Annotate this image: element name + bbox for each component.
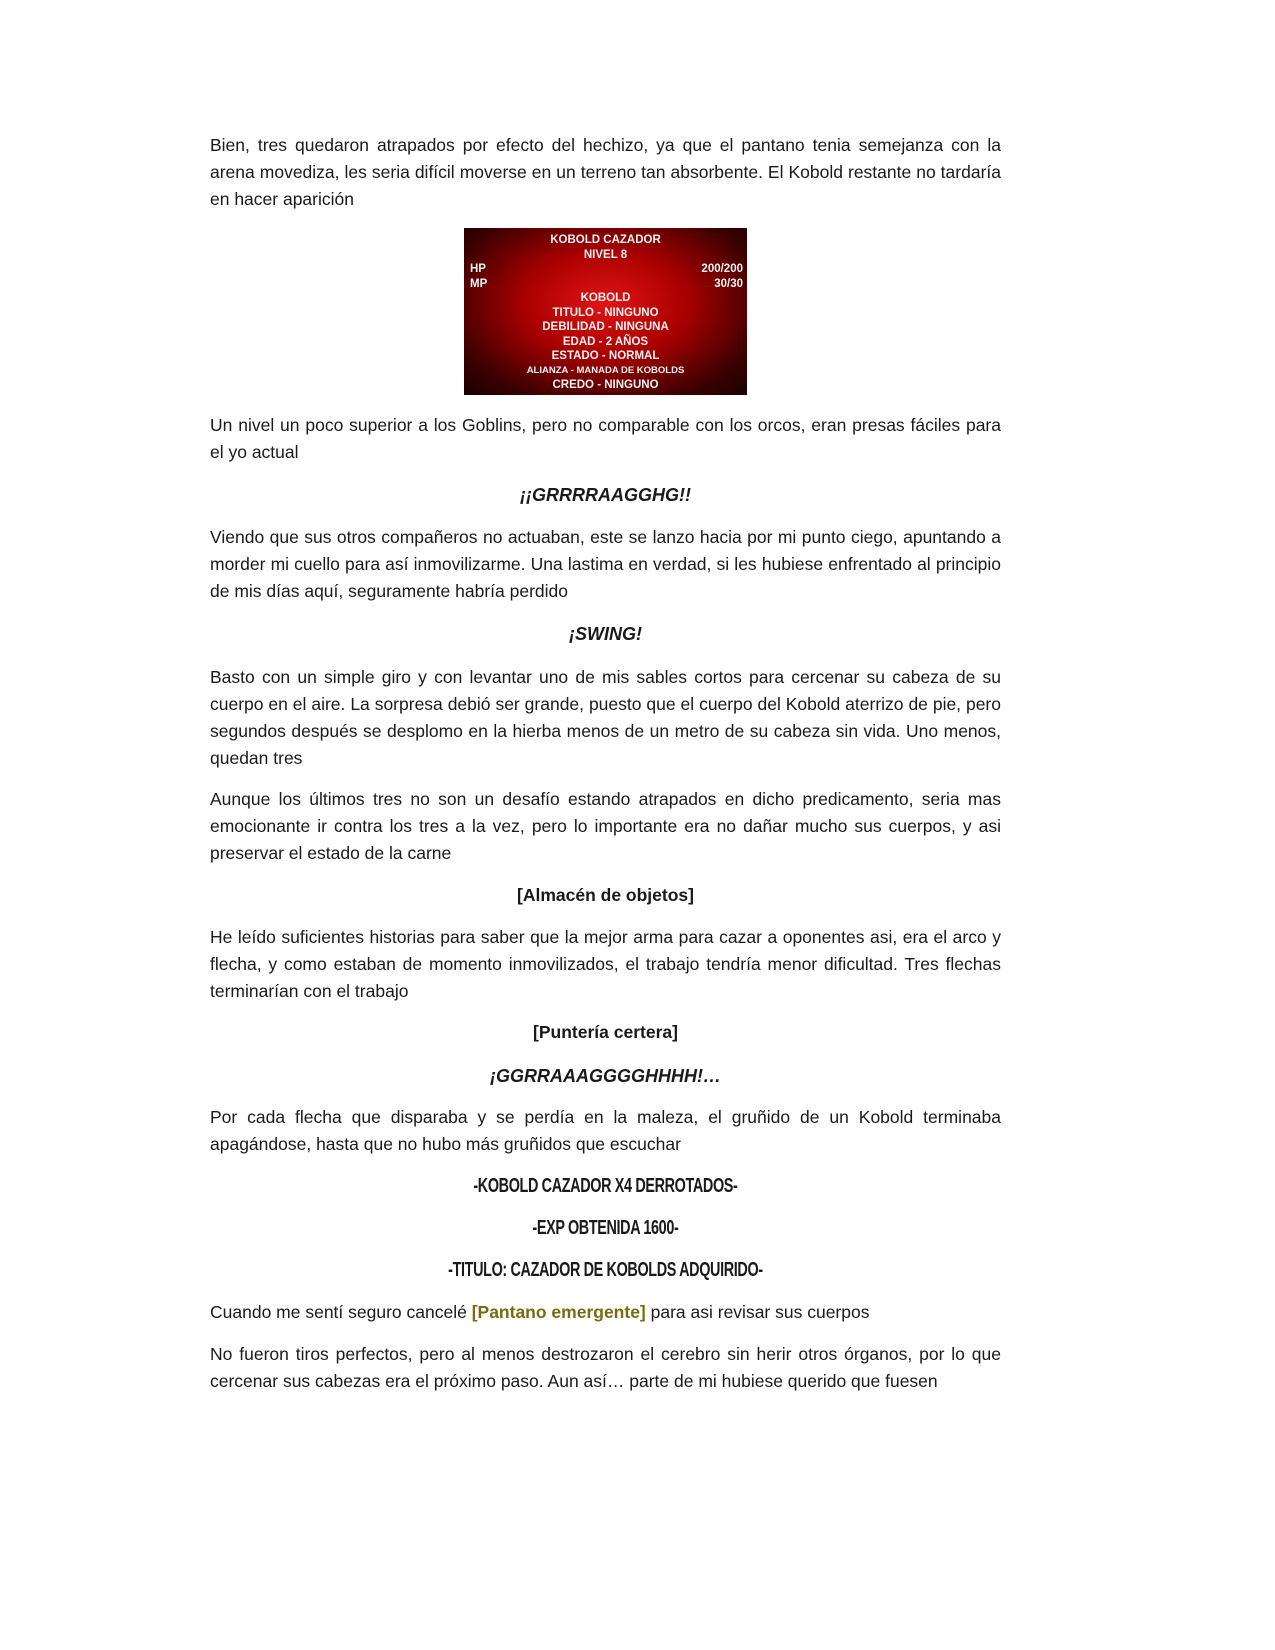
status-hp-row: [464, 262, 747, 277]
mp-value: 30/30: [714, 277, 743, 290]
system-message: [210, 1257, 1001, 1284]
hp-value: 200/200: [701, 263, 743, 275]
paragraph: Basto con un simple giro y con levantar uno de mis sables cortos para cercenar su cabeza de su cuerpo en el aire. La sorpresa debió ser grande, puesto que el cuerpo del Kobold aterrizo de pie, pero segundos después se desplomo en la hierba menos de un metro de su cabeza sin vida. Uno menos, quedan tres: [210, 667, 1001, 768]
system-message-text: -EXP OBTENIDA 1600-: [532, 1217, 679, 1239]
status-age: EDAD - 2 AÑOS: [562, 335, 649, 348]
sound-effect: ¡SWING!: [569, 624, 642, 644]
paragraph: Por cada flecha que disparaba y se perdía en la maleza, el gruñido de un Kobold terminaba apagándose, hasta que no hubo más gruñidos que escuchar: [210, 1107, 1001, 1154]
system-message-text: -TITULO: CAZADOR DE KOBOLDS ADQUIRIDO-: [448, 1259, 763, 1281]
paragraph: Bien, tres quedaron atrapados por efecto del hechizo, ya que el pantano tenia semejanza con la arena movediza, les seria difícil moverse en un terreno tan absorbente. El Kobold restante no tardaría en hacer aparición: [210, 135, 1001, 209]
system-message: [210, 1173, 1001, 1200]
paragraph: He leído suficientes historias para saber que la mejor arma para cazar a oponentes asi, era el arco y flecha, y como estaban de momento inmovilizados, el trabajo tendría menor dificultad. Tres flechas terminarían con el trabajo: [210, 927, 1001, 1001]
status-mp-row: [464, 277, 747, 292]
status-title: TITULO - NINGUNO: [552, 306, 659, 319]
status-race: KOBOLD: [580, 292, 631, 304]
paragraph: Aunque los últimos tres no son un desafío estando atrapados en dicho predicamento, seria mas emocionante ir contra los tres a la vez, pero lo importante era no dañar mucho sus cuerpos, y asi preservar el estado de la carne: [210, 789, 1001, 863]
skill-name: [Almacén de objetos]: [517, 885, 694, 905]
system-message-text: -KOBOLD CAZADOR X4 DERROTADOS-: [473, 1175, 738, 1197]
hp-label: HP: [470, 263, 486, 275]
status-state: ESTADO - NORMAL: [551, 350, 660, 362]
paragraph: No fueron tiros perfectos, pero al menos destrozaron el cerebro sin herir otros órganos, por lo que cercenar sus cabezas era el próximo paso. Aun así… parte de mi hubiese querido que fuesen: [210, 1344, 1001, 1391]
skill-name: [Puntería certera]: [533, 1022, 678, 1042]
skill-highlight: [Pantano emergente]: [471, 1302, 646, 1322]
status-weakness: DEBILIDAD - NINGUNA: [542, 321, 669, 333]
paragraph: [210, 1299, 1001, 1326]
sound-effect: ¡GGRRAAAGGGGHHHH!…: [490, 1066, 721, 1086]
status-alliance: ALIANZA - MANADA DE KOBOLDS: [526, 364, 685, 376]
text: para asi revisar sus cuerpos: [645, 1302, 870, 1322]
status-name: KOBOLD CAZADOR: [550, 234, 661, 246]
mp-label: MP: [470, 277, 488, 290]
kobold-status-card: [464, 228, 747, 395]
text: Cuando me sentí seguro cancelé: [210, 1302, 472, 1322]
paragraph: Un nivel un poco superior a los Goblins, pero no comparable con los orcos, eran presas fáciles para el yo actual: [210, 415, 1001, 462]
status-creed: CREDO - NINGUNO: [552, 379, 659, 391]
paragraph: Viendo que sus otros compañeros no actuaban, este se lanzo hacia por mi punto ciego, apuntando a morder mi cuello para así inmovilizarme. Una lastima en verdad, si les hubiese enfrentado al principio de mis días aquí, seguramente habría perdido: [210, 527, 1001, 601]
sound-effect: ¡¡GRRRRAAGGHG!!: [520, 485, 691, 505]
status-level: NIVEL 8: [583, 248, 628, 261]
system-message: [210, 1215, 1001, 1242]
